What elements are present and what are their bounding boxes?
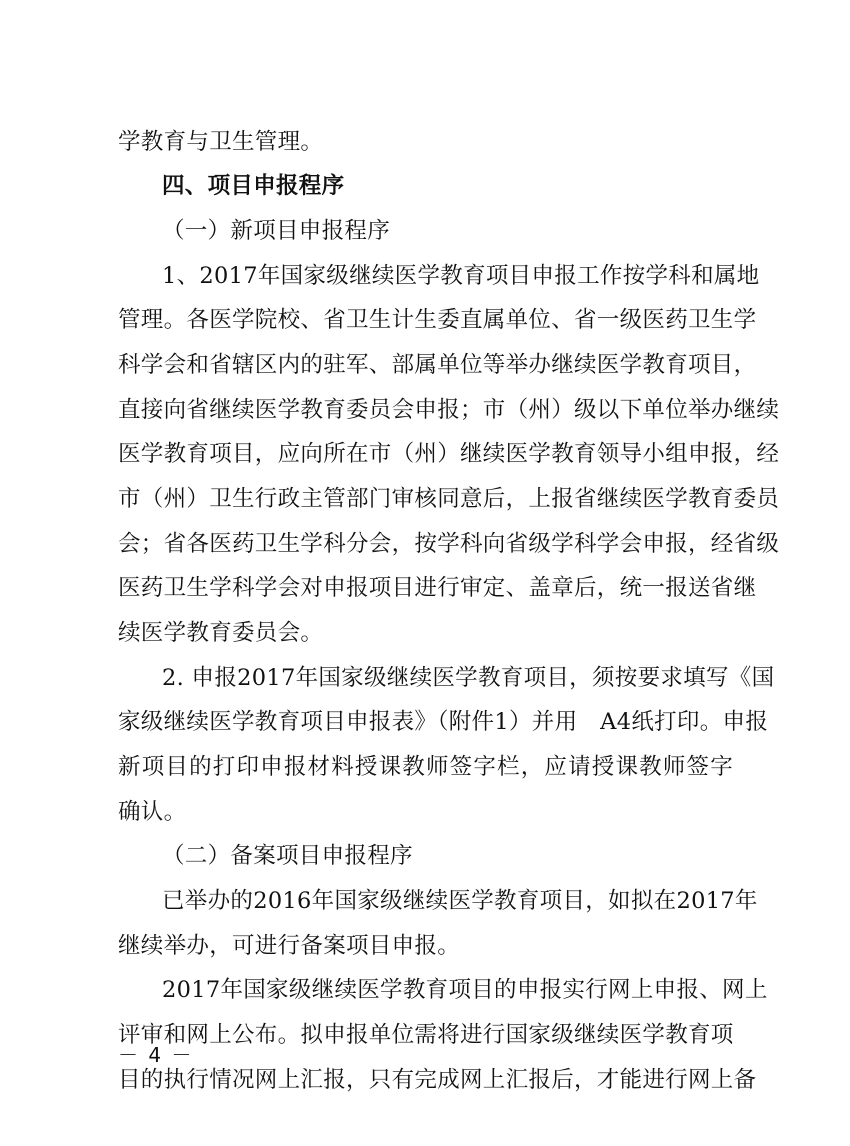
text-line: 科学会和省辖区内的驻军、部属单位等举办继续医学教育项目， [118, 352, 757, 378]
text-line: 医学教育项目，应向所在市（州）继续医学教育领导小组申报，经 [118, 441, 780, 467]
text-line: 已举办的2016年国家级继续医学教育项目，如拟在2017年 [162, 888, 758, 914]
text-line: 学教育与卫生管理。 [118, 129, 324, 155]
text-line: 1、2017年国家级继续医学教育项目申报工作按学科和属地 [162, 263, 760, 289]
text-line: 管理。各医学院校、省卫生计生委直属单位、省一级医药卫生学 [118, 307, 757, 333]
text-line: 评审和网上公布。拟申报单位需将进行国家级继续医学教育项 [118, 1022, 734, 1048]
text-line: 市（州）卫生行政主管部门审核同意后，上报省继续医学教育委员 [118, 486, 780, 512]
text-line: 确认。 [118, 799, 187, 825]
text-line: 家级继续医学教育项目申报表》（附件1）并用 A4纸打印。申报 [118, 709, 769, 735]
text-line: 续医学教育委员会。 [118, 620, 324, 646]
text-line: 2017年国家级继续医学教育项目的申报实行网上申报、网上 [162, 977, 768, 1003]
text-line: 会；省各医药卫生学科分会，按学科向省级学科学会申报，经省级 [118, 531, 780, 557]
text-line: 医药卫生学科学会对申报项目进行审定、盖章后，统一报送省继 [118, 575, 757, 601]
subsection-heading: （一）新项目申报程序 [162, 218, 391, 244]
subsection-heading: （二）备案项目申报程序 [162, 843, 413, 869]
section-heading: 四、项目申报程序 [162, 173, 345, 199]
text-line: 继续举办，可进行备案项目申报。 [118, 933, 461, 959]
text-line: 新项目的打印申报材料授课教师签字栏，应请授课教师签字 [118, 754, 733, 780]
page-number: － 4 － [118, 1043, 194, 1067]
text-line: 目的执行情况网上汇报，只有完成网上汇报后，才能进行网上备 [118, 1067, 757, 1093]
text-line: 2. 申报2017年国家级继续医学教育项目，须按要求填写《国 [162, 665, 775, 691]
text-line: 直接向省继续医学教育委员会申报；市（州）级以下单位举办继续 [118, 397, 780, 423]
